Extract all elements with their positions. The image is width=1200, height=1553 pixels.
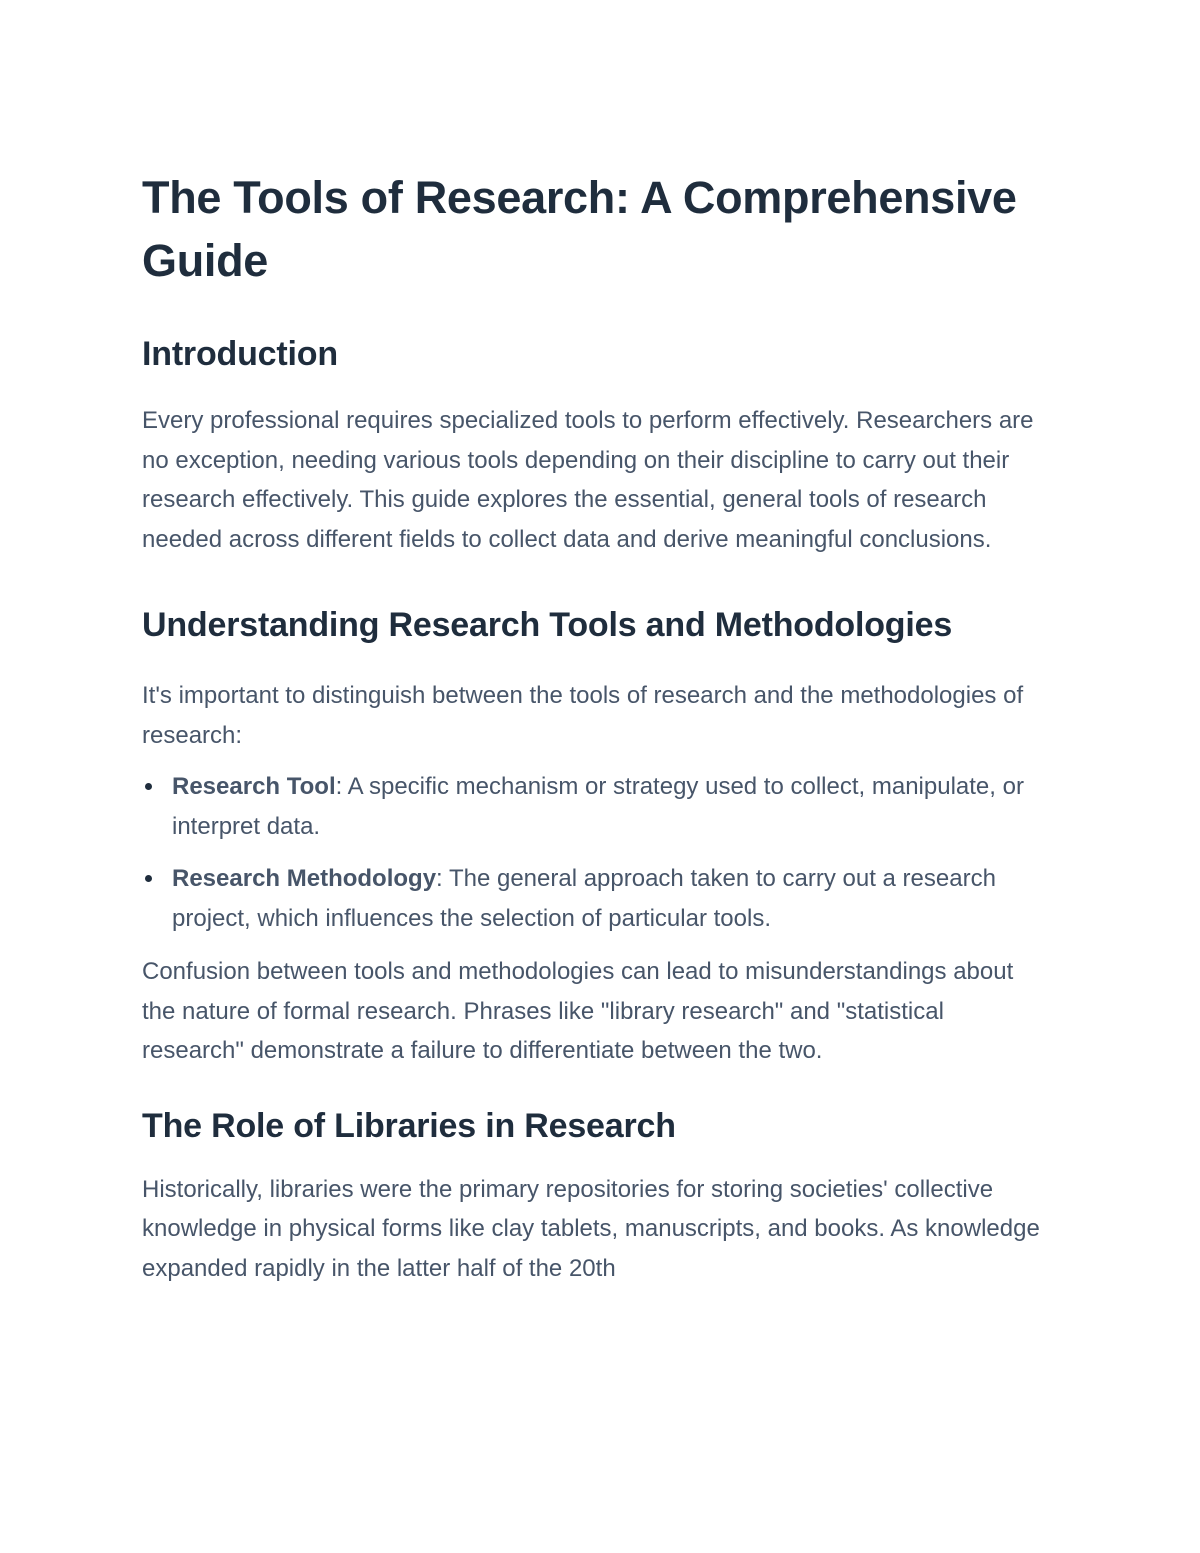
understanding-heading: Understanding Research Tools and Methodologies [142, 606, 953, 644]
list-item [142, 767, 1042, 846]
libraries-heading: The Role of Libraries in Research [142, 1106, 676, 1145]
research-tool-definition: : A specific mechanism or strategy used to collect, manipulate, or interpret data. [172, 773, 1024, 840]
bullet-dot-icon [145, 875, 152, 882]
research-tool-term: Research Tool [172, 773, 336, 800]
confusion-paragraph: Confusion between tools and methodologies can lead to misunderstandings about the nature of formal research. Phrases like "library research" and "statistical research" demonstrate a failure to differentiate between the two. [142, 958, 1014, 1064]
document-title: The Tools of Research: A Comprehensive Guide [142, 172, 1017, 286]
research-methodology-term: Research Methodology [172, 865, 437, 892]
introduction-heading: Introduction [142, 335, 338, 373]
research-methodology-definition: : The general approach taken to carry out a research project, which influences the selection of particular tools. [172, 865, 996, 932]
document-page [142, 166, 1042, 1288]
introduction-paragraph: Every professional requires specialized tools to perform effectively. Researchers are no exception, needing various tools depending on their discipline to carry out their research effectively. This guide explores the essential, general tools of research needed across different fields to collect data and derive meaningful conclusions. [142, 407, 1034, 553]
libraries-paragraph: Historically, libraries were the primary repositories for storing societies' collective knowledge in physical forms like clay tablets, manuscripts, and books. As knowledge expanded rapidly in the latter half of the 20th [142, 1175, 1040, 1282]
bullet-dot-icon [145, 783, 152, 790]
definitions-list [142, 767, 1042, 938]
understanding-paragraph: It's important to distinguish between the tools of research and the methodologies of research: [142, 682, 1024, 749]
list-item [142, 859, 1042, 938]
